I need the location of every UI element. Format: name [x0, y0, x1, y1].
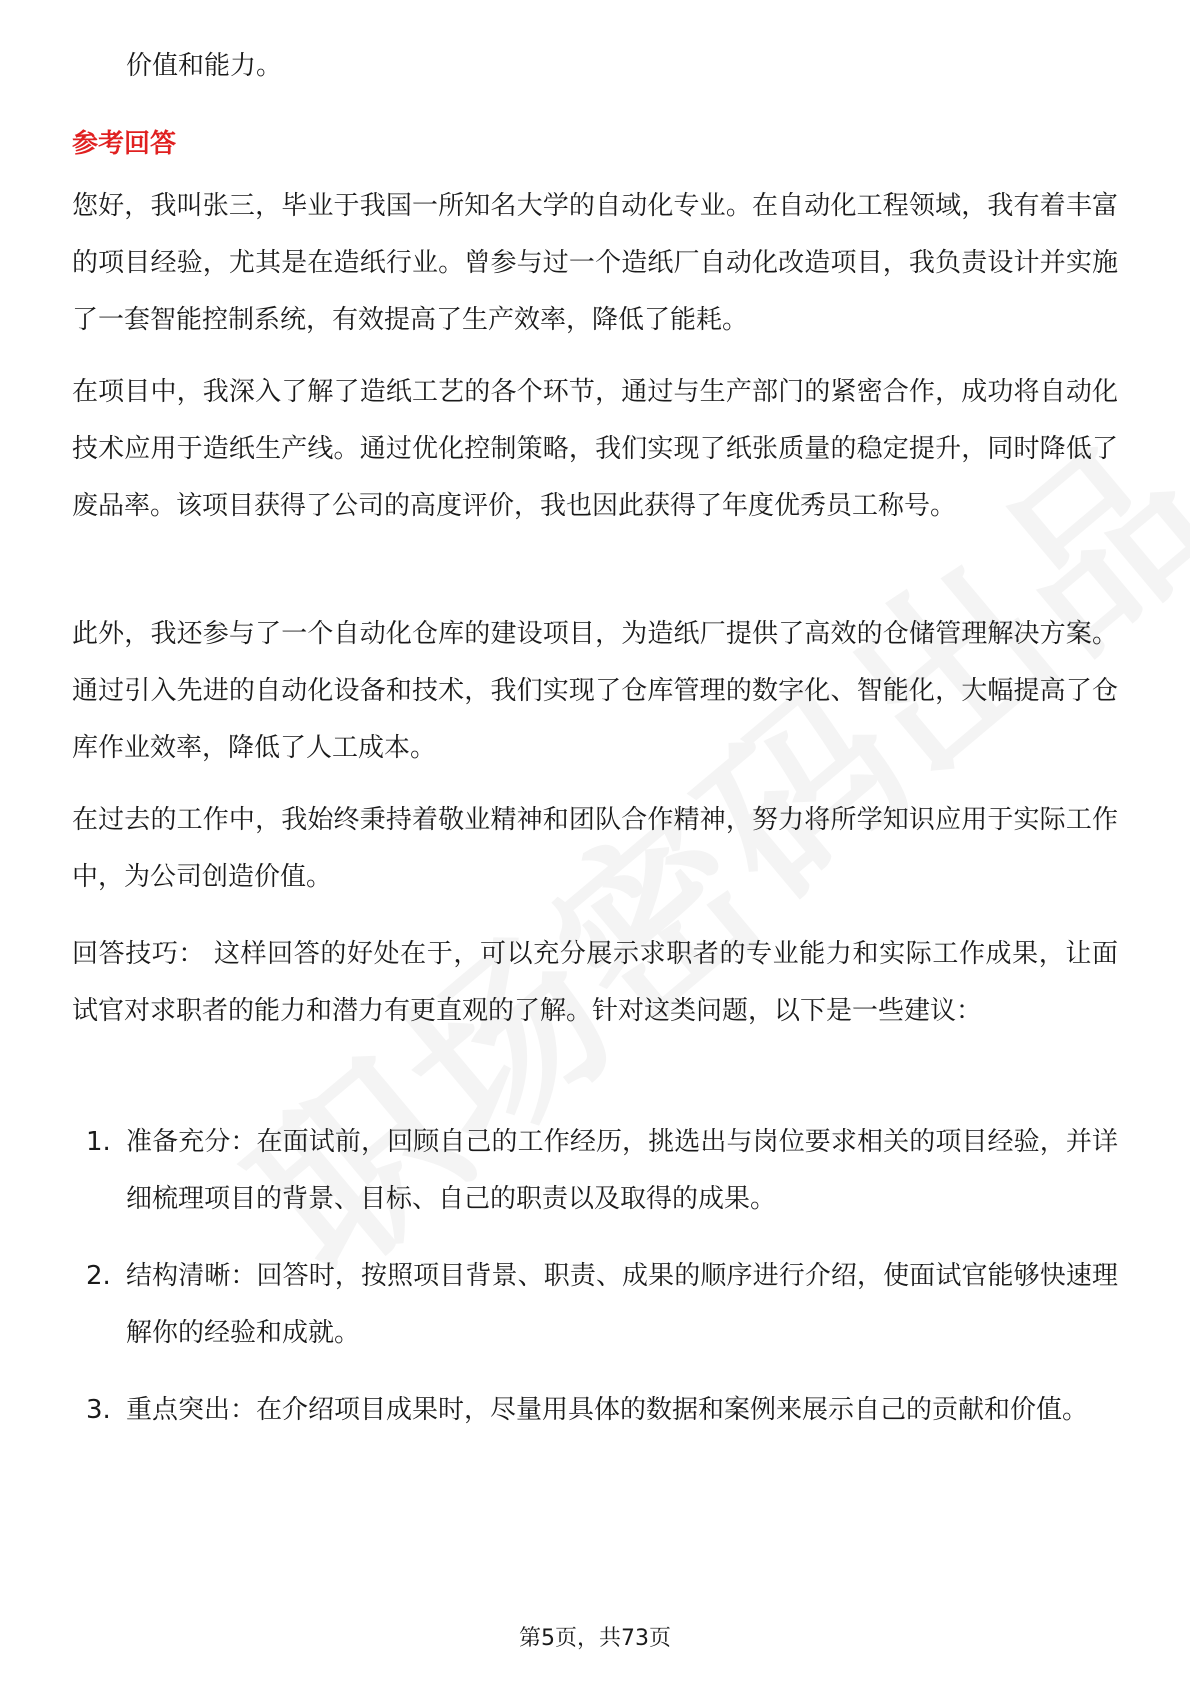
- list-item-text: 准备充分：在面试前，回顾自己的工作经历，挑选出与岗位要求相关的项目经验，并详细梳理项目的背景、目标、自己的职责以及取得的成果。: [126, 1127, 1118, 1214]
- list-item-text: 结构清晰：回答时，按照项目背景、职责、成果的顺序进行介绍，使面试官能够快速理解你的经验和成就。: [126, 1261, 1118, 1348]
- tips-intro-paragraph: 回答技巧： 这样回答的好处在于，可以充分展示求职者的专业能力和实际工作成果，让面试官对求职者的能力和潜力有更直观的了解。针对这类问题，以下是一些建议：: [72, 939, 1118, 1026]
- continuation-text: 价值和能力。: [126, 51, 283, 81]
- list-item-text: 重点突出：在介绍项目成果时，尽量用具体的数据和案例来展示自己的贡献和价值。: [126, 1395, 1089, 1425]
- answer-paragraph-3: 此外，我还参与了一个自动化仓库的建设项目，为造纸厂提供了高效的仓储管理解决方案。通过引入先进的自动化设备和技术，我们实现了仓库管理的数字化、智能化，大幅提高了仓库作业效率，降低了人工成本。: [72, 619, 1118, 763]
- answer-paragraph-1: 您好，我叫张三，毕业于我国一所知名大学的自动化专业。在自动化工程领域，我有着丰富的项目经验，尤其是在造纸行业。曾参与过一个造纸厂自动化改造项目，我负责设计并实施了一套智能控制系统，有效提高了生产效率，降低了能耗。: [72, 191, 1118, 335]
- list-item-number: 2.: [86, 1261, 111, 1291]
- section-title: 参考回答: [72, 129, 177, 159]
- list-item: [72, 1248, 1118, 1362]
- list-item: [72, 1382, 1118, 1439]
- page-footer: 第5页，共73页: [519, 1626, 671, 1651]
- list-item-number: 1.: [86, 1127, 111, 1157]
- answer-paragraph-2: 在项目中，我深入了解了造纸工艺的各个环节，通过与生产部门的紧密合作，成功将自动化技术应用于造纸生产线。通过优化控制策略，我们实现了纸张质量的稳定提升，同时降低了废品率。该项目获得了公司的高度评价，我也因此获得了年度优秀员工称号。: [72, 377, 1118, 521]
- list-item-number: 3.: [86, 1395, 111, 1425]
- list-item: [72, 1114, 1118, 1228]
- answer-paragraph-4: 在过去的工作中，我始终秉持着敬业精神和团队合作精神，努力将所学知识应用于实际工作中，为公司创造价值。: [72, 805, 1118, 892]
